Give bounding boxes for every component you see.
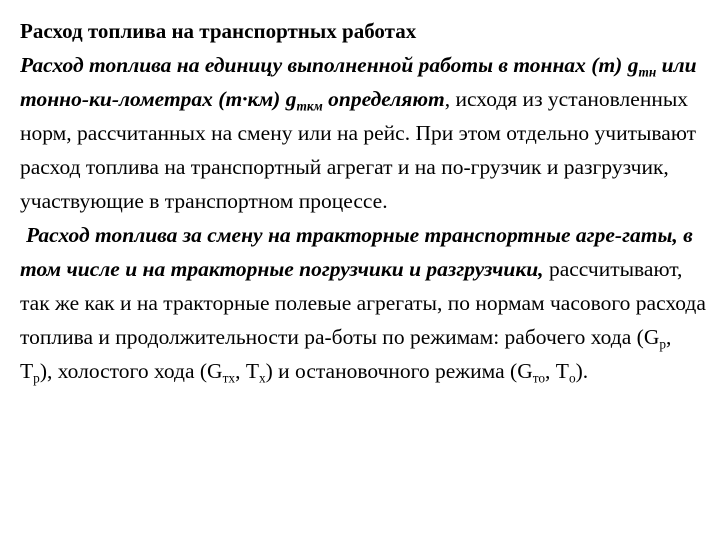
- subscript-tkm: ткм: [296, 98, 323, 114]
- paragraph-2-body-f: , T: [545, 359, 569, 383]
- subscript-r-1: р: [659, 336, 667, 352]
- paragraph-2-body-c: ), холостого хода (G: [39, 359, 223, 383]
- slide-title: Расход топлива на транспортных работах: [20, 19, 417, 43]
- paragraph-2-body-b: , T: [20, 325, 672, 383]
- paragraph-1-lead-a: Расход топлива на единицу выполненной работы в тоннах (т) g: [20, 53, 639, 77]
- paragraph-2-body-a: рассчитывают, так же как и на тракторные полевые агрегаты, по нормам часового расхода топлива и продолжительности ра-боты по режимам: рабочего хода (G: [20, 257, 706, 349]
- subscript-tn: тн: [638, 64, 657, 80]
- paragraph-2-lead: Расход топлива за смену на тракторные транспортные агре-гаты, в том числе и на тракторные погрузчики и разгрузчики,: [20, 223, 693, 281]
- paragraph-2-body-e: ) и остановочного режима (G: [265, 359, 533, 383]
- subscript-x: х: [258, 370, 266, 386]
- subscript-r-2: р: [33, 370, 40, 386]
- paragraph-1: [20, 48, 706, 218]
- paragraph-2-body-g: ).: [575, 359, 589, 383]
- subscript-tx-1: тх: [222, 370, 236, 386]
- paragraph-1-body: , исходя из установленных норм, рассчитанных на смену или на рейс. При этом отдельно учитывают расход топлива на транспортный агрегат и на по-грузчик и разгрузчик, участвующие в транспортном процессе.: [20, 87, 697, 213]
- paragraph-1-lead-b: или тонно-ки-лометрах (т·км) g: [20, 53, 697, 111]
- paragraph-1-lead-c: определяют: [322, 87, 445, 111]
- paragraph-2-body-d: , T: [235, 359, 259, 383]
- subscript-to: то: [532, 370, 546, 386]
- subscript-o: о: [568, 370, 576, 386]
- paragraph-2: [20, 218, 706, 388]
